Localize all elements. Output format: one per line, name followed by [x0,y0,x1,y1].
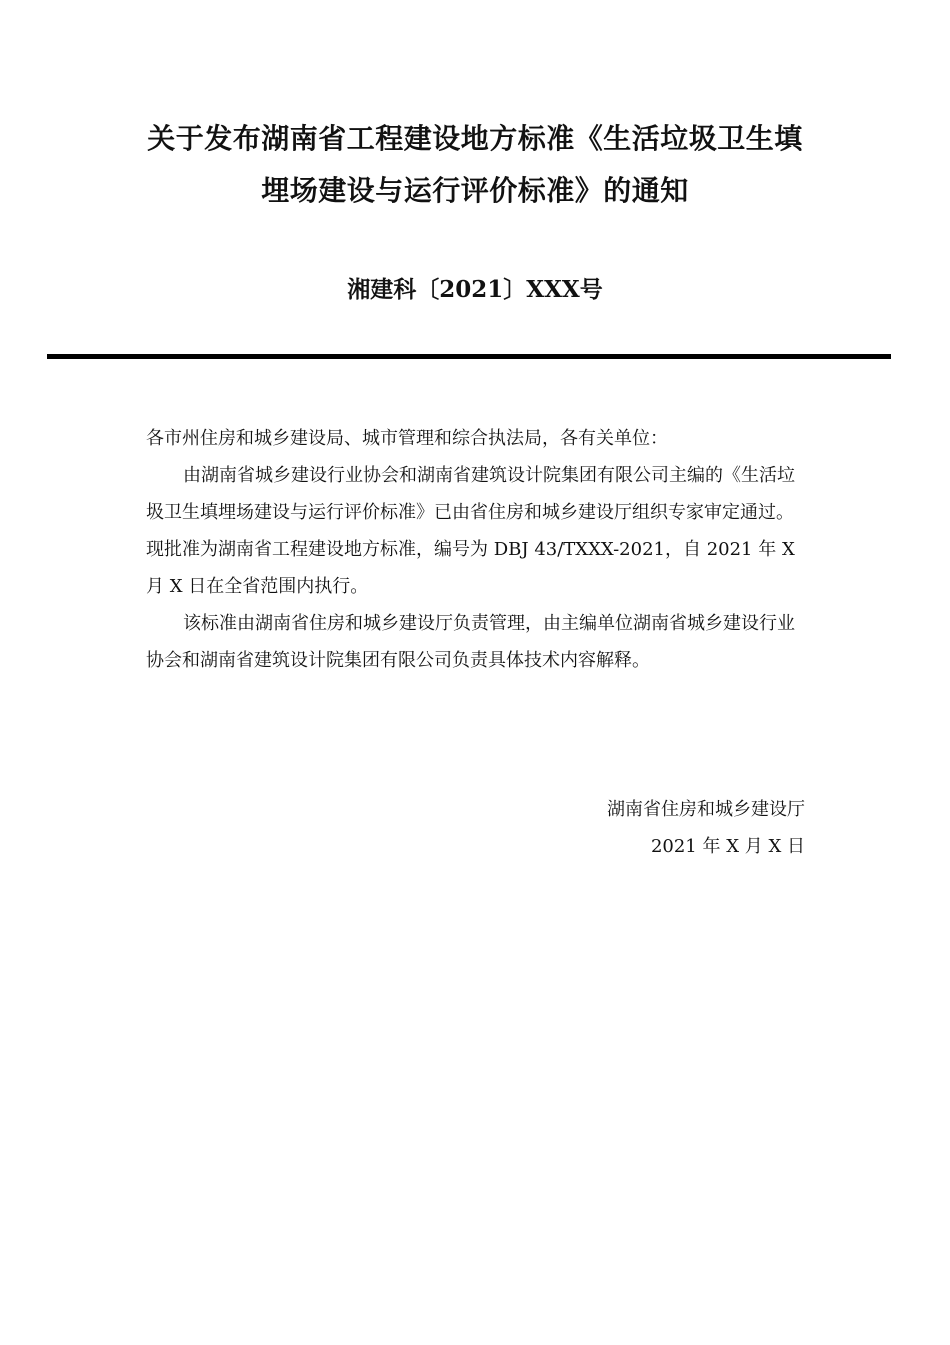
document-title-line-1: 关于发布湖南省工程建设地方标准《生活垃圾卫生填 [147,122,803,155]
body-paragraph-1: 由湖南省城乡建设行业协会和湖南省建筑设计院集团有限公司主编的《生活垃圾卫生填埋场建设与运行评价标准》已由省住房和城乡建设厅组织专家审定通过。现批准为湖南省工程建设地方标准，编号为 DBJ 43/TXXX-2021，自 2021 年 X 月 X 日在全省范围内执行。 [146,465,795,597]
document-title-line-2: 埋场建设与运行评价标准》的通知 [261,174,689,207]
header-divider [47,354,891,359]
document-number: 湘建科〔2021〕XXX号 [347,276,603,303]
signature-organization: 湖南省住房和城乡建设厅 [607,799,805,820]
body-paragraph-2: 该标准由湖南省住房和城乡建设厅负责管理，由主编单位湖南省城乡建设行业协会和湖南省建筑设计院集团有限公司负责具体技术内容解释。 [146,613,795,671]
addressee-line: 各市州住房和城乡建设局、城市管理和综合执法局，各有关单位： [146,428,668,449]
signature-date: 2021 年 X 月 X 日 [650,836,805,857]
